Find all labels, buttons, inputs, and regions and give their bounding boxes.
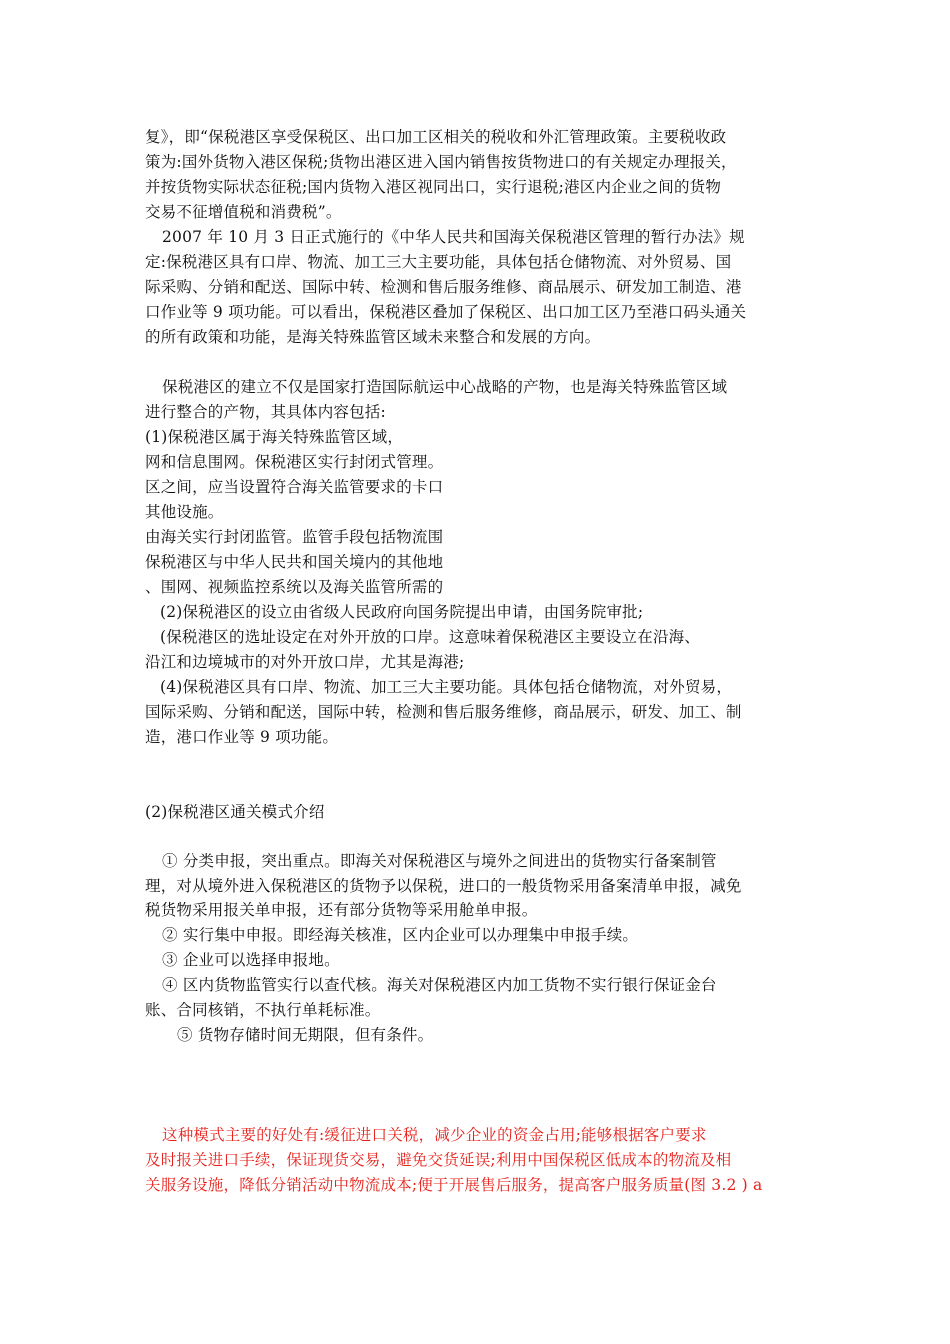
content-line: (2)保税港区的设立由省级人民政府向国务院提出申请，由国务院审批;: [160, 603, 644, 621]
mode-line: 理，对从境外进入保税港区的货物予以保税，进口的一般货物采用备案清单申报，减免: [145, 877, 742, 895]
content-line: 造，港口作业等 9 项功能。: [145, 728, 339, 746]
intro-line: 交易不征增值税和消费税”。: [145, 203, 342, 221]
content-line: 保税港区的建立不仅是国家打造国际航运中心战略的产物，也是海关特殊监管区域: [162, 378, 728, 396]
mode-line: ② 实行集中申报。即经海关核准，区内企业可以办理集中申报手续。: [162, 926, 639, 944]
content-line: 区之间，应当设置符合海关监管要求的卡口: [145, 478, 444, 496]
regulation-line: 口作业等 9 项功能。可以看出，保税港区叠加了保税区、出口加工区乃至港口码头通关: [145, 303, 747, 321]
content-line: 由海关实行封闭监管。监管手段包括物流围: [145, 528, 444, 546]
content-line: (4)保税港区具有口岸、物流、加工三大主要功能。具体包括仓储物流，对外贸易，: [160, 678, 733, 696]
regulation-line: 定:保税港区具有口岸、物流、加工三大主要功能，具体包括仓储物流、对外贸易、国: [145, 253, 732, 271]
content-line: 网和信息围网。保税港区实行封闭式管理。: [145, 453, 444, 471]
mode-line: ④ 区内货物监管实行以查代核。海关对保税港区内加工货物不实行银行保证金台: [162, 976, 717, 994]
mode-line: 税货物采用报关单申报，还有部分货物等采用舱单申报。: [145, 901, 538, 919]
intro-line: 并按货物实际状态征税;国内货物入港区视同出口，实行退税;港区内企业之间的货物: [145, 178, 722, 196]
benefits-line: 这种模式主要的好处有:缓征进口关税，减少企业的资金占用;能够根据客户要求: [162, 1126, 707, 1144]
mode-line: ⑤ 货物存储时间无期限，但有条件。: [177, 1026, 434, 1044]
regulation-line: 2007 年 10 月 3 日正式施行的《中华人民共和国海关保税港区管理的暂行办法》规: [162, 228, 745, 246]
content-line: 沿江和边境城市的对外开放口岸，尤其是海港;: [145, 653, 465, 671]
intro-line: 策为:国外货物入港区保税;货物出港区进入国内销售按货物进口的有关规定办理报关，: [145, 153, 737, 171]
content-line: 保税港区与中华人民共和国关境内的其他地: [145, 553, 444, 571]
mode-line: ① 分类申报，突出重点。即海关对保税港区与境外之间进出的货物实行备案制管: [162, 852, 717, 870]
regulation-line: 的所有政策和功能，是海关特殊监管区域未来整合和发展的方向。: [145, 328, 601, 346]
content-line: 其他设施。: [145, 503, 224, 521]
mode-line: ③ 企业可以选择申报地。: [162, 951, 340, 969]
content-line: 国际采购、分销和配送，国际中转，检测和售后服务维修，商品展示，研发、加工、制: [145, 703, 742, 721]
mode-line: 账、合同核销，不执行单耗标准。: [145, 1001, 381, 1019]
content-line: 、围网、视频监控系统以及海关监管所需的: [145, 578, 444, 596]
benefits-line: 及时报关进口手续，保证现货交易，避免交货延误;利用中国保税区低成本的物流及相: [145, 1151, 732, 1169]
content-line: (保税港区的选址设定在对外开放的口岸。这意味着保税港区主要设立在沿海、: [160, 628, 701, 646]
benefits-line: 关服务设施，降低分销活动中物流成本;便于开展售后服务，提高客户服务质量(图 3.2 ) a: [145, 1176, 763, 1194]
content-line: 进行整合的产物，其具体内容包括:: [145, 403, 386, 421]
content-line: (1)保税港区属于海关特殊监管区域，: [145, 428, 404, 446]
section-heading: (2)保税港区通关模式介绍: [145, 803, 325, 821]
intro-line: 复》，即“保税港区享受保税区、出口加工区相关的税收和外汇管理政策。主要税收政: [145, 128, 727, 146]
regulation-line: 际采购、分销和配送、国际中转、检测和售后服务维修、商品展示、研发加工制造、港: [145, 278, 742, 296]
